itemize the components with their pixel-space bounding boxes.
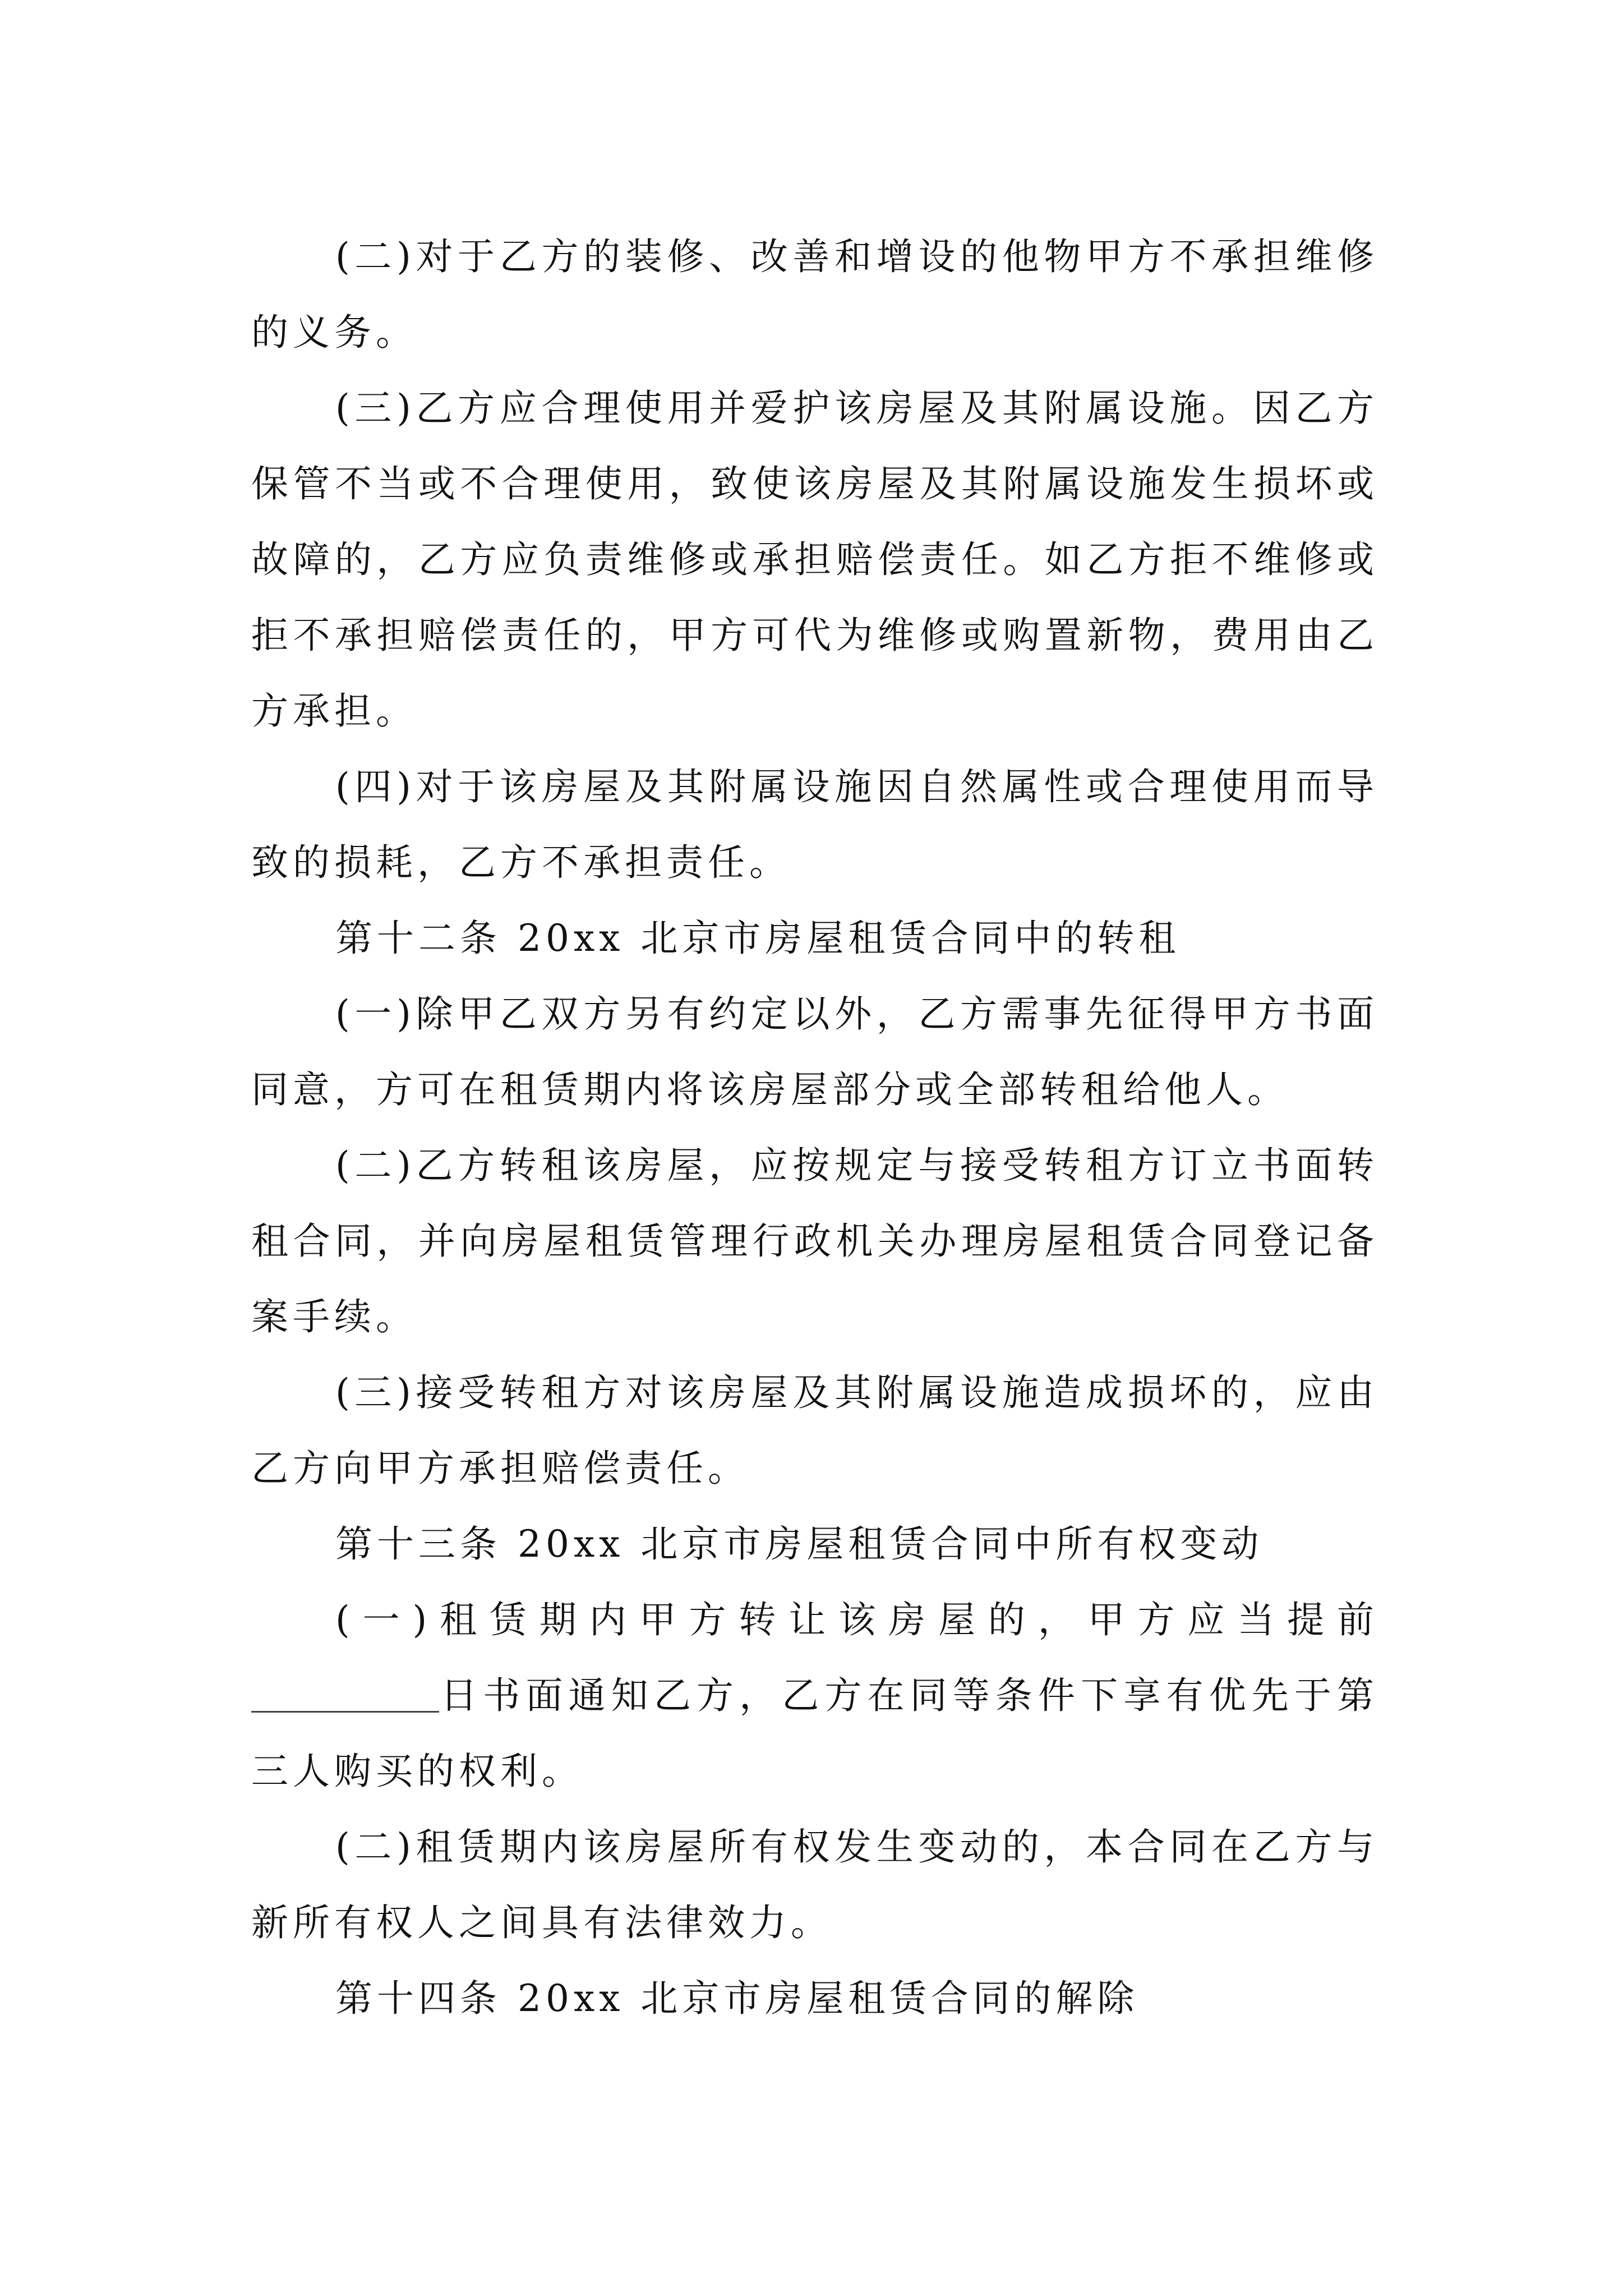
article-12-heading: 第十二条 20xx 北京市房屋租赁合同中的转租: [335, 917, 1181, 960]
article-12-clause-3: (三)接受转租方对该房屋及其附属设施造成损坏的，应由乙方向甲方承担赔偿责任。: [251, 1371, 1378, 1490]
fill-in-blank: [251, 1674, 439, 1713]
clause-3-reasonable-use: (三)乙方应合理使用并爱护该房屋及其附属设施。因乙方保管不当或不合理使用，致使该房屋及其附属设施发生损坏或故障的，乙方应负责维修或承担赔偿责任。如乙方拒不维修或拒不承担赔偿责任的，甲方可代为维修或购置新物，费用由乙方承担。: [251, 386, 1378, 733]
article-13-clause-2: (二)租赁期内该房屋所有权发生变动的，本合同在乙方与新所有权人之间具有法律效力。: [251, 1825, 1378, 1944]
notice-after-blank: 日书面通知乙方，乙方在同等条件下享有优先于第三人购买的权利。: [251, 1674, 1378, 1793]
article-12-clause-2: (二)乙方转租该房屋，应按规定与接受转租方订立书面转租合同，并向房屋租赁管理行政机关办理房屋租赁合同登记备案手续。: [251, 1144, 1378, 1338]
article-14-heading: 第十四条 20xx 北京市房屋租赁合同的解除: [335, 1977, 1139, 2020]
article-13-heading: 第十三条 20xx 北京市房屋租赁合同中所有权变动: [335, 1522, 1264, 1566]
article-13-clause-1: [251, 1582, 1378, 1809]
clause-4-natural-wear: (四)对于该房屋及其附属设施因自然属性或合理使用而导致的损耗，乙方不承担责任。: [251, 765, 1378, 884]
clause-2-repair: (二)对于乙方的装修、改善和增设的他物甲方不承担维修的义务。: [251, 235, 1378, 354]
contract-text: [251, 219, 1378, 2036]
article-12-clause-1: (一)除甲乙双方另有约定以外，乙方需事先征得甲方书面同意，方可在租赁期内将该房屋部分或全部转租给他人。: [251, 992, 1378, 1111]
notice-before-blank: (一)租赁期内甲方转让该房屋的，甲方应当提前: [335, 1598, 1378, 1641]
